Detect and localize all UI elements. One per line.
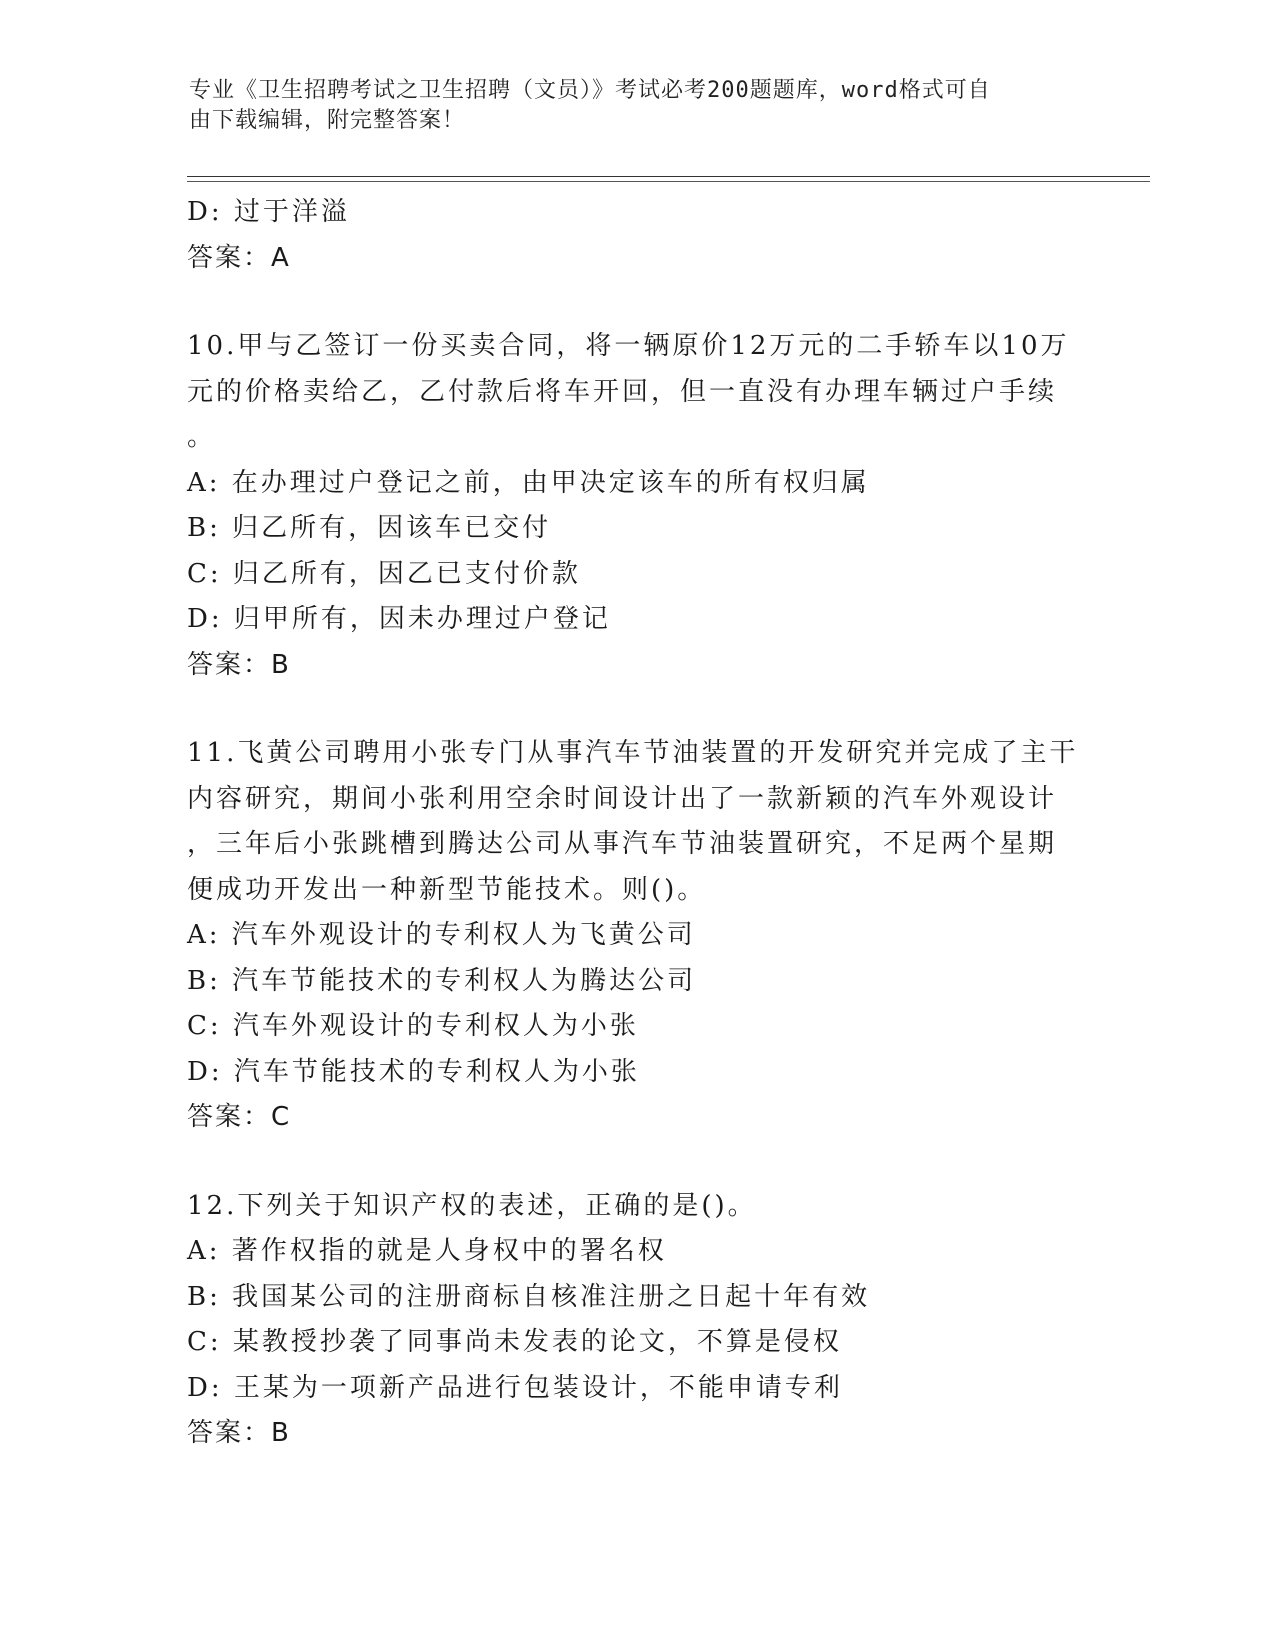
option-d: D: 汽车节能技术的专利权人为小张 bbox=[187, 1056, 640, 1087]
header-line-1: 专业《卫生招聘考试之卫生招聘（文员）》考试必考200题题库，word格式可自 bbox=[189, 78, 991, 103]
question-stem-line: 元的价格卖给乙，乙付款后将车开回，但一直没有办理车辆过户手续 bbox=[187, 376, 1058, 407]
header-line-2: 由下载编辑，附完整答案！ bbox=[189, 108, 466, 133]
answer-line: 答案：A bbox=[187, 242, 291, 273]
question-stem-line: 12.下列关于知识产权的表述，正确的是()。 bbox=[187, 1190, 757, 1221]
option-c: C: 某教授抄袭了同事尚未发表的论文，不算是侵权 bbox=[187, 1327, 842, 1357]
answer-line: 答案：B bbox=[187, 1418, 291, 1448]
option-b: B: 归乙所有，因该车已交付 bbox=[187, 513, 552, 543]
previous-question-tail bbox=[187, 190, 1087, 281]
option-c: C: 汽车外观设计的专利权人为小张 bbox=[187, 1011, 639, 1041]
option-a: A: 在办理过户登记之前，由甲决定该车的所有权归属 bbox=[187, 467, 870, 498]
option-d: D: 过于洋溢 bbox=[187, 197, 350, 227]
question-12 bbox=[187, 1184, 1087, 1457]
question-10 bbox=[187, 324, 1087, 688]
question-stem-line: 。 bbox=[187, 422, 217, 452]
option-a: A: 著作权指的就是人身权中的署名权 bbox=[187, 1236, 667, 1266]
header-divider-thin bbox=[187, 181, 1150, 182]
question-content bbox=[187, 190, 1087, 1457]
option-d: D: 归甲所有，因未办理过户登记 bbox=[187, 604, 611, 634]
question-stem-line: 便成功开发出一种新型节能技术。则()。 bbox=[187, 874, 707, 905]
answer-line: 答案：B bbox=[187, 649, 291, 680]
header-divider bbox=[187, 176, 1150, 177]
answer-line: 答案：C bbox=[187, 1102, 292, 1132]
document-header bbox=[189, 76, 1069, 136]
option-d: D: 王某为一项新产品进行包装设计，不能申请专利 bbox=[187, 1372, 843, 1403]
option-a: A: 汽车外观设计的专利权人为飞黄公司 bbox=[187, 920, 696, 950]
question-11 bbox=[187, 731, 1087, 1141]
option-c: C: 归乙所有，因乙已支付价款 bbox=[187, 558, 581, 589]
question-stem-line: ，三年后小张跳槽到腾达公司从事汽车节油装置研究，不足两个星期 bbox=[187, 829, 1058, 859]
question-stem-line: 内容研究，期间小张利用空余时间设计出了一款新颖的汽车外观设计 bbox=[187, 783, 1058, 814]
option-b: B: 我国某公司的注册商标自核准注册之日起十年有效 bbox=[187, 1281, 871, 1312]
question-stem-line: 10.甲与乙签订一份买卖合同，将一辆原价12万元的二手轿车以10万 bbox=[187, 331, 1070, 361]
option-b: B: 汽车节能技术的专利权人为腾达公司 bbox=[187, 965, 697, 996]
question-stem-line: 11.飞黄公司聘用小张专门从事汽车节油装置的开发研究并完成了主干 bbox=[187, 738, 1079, 768]
